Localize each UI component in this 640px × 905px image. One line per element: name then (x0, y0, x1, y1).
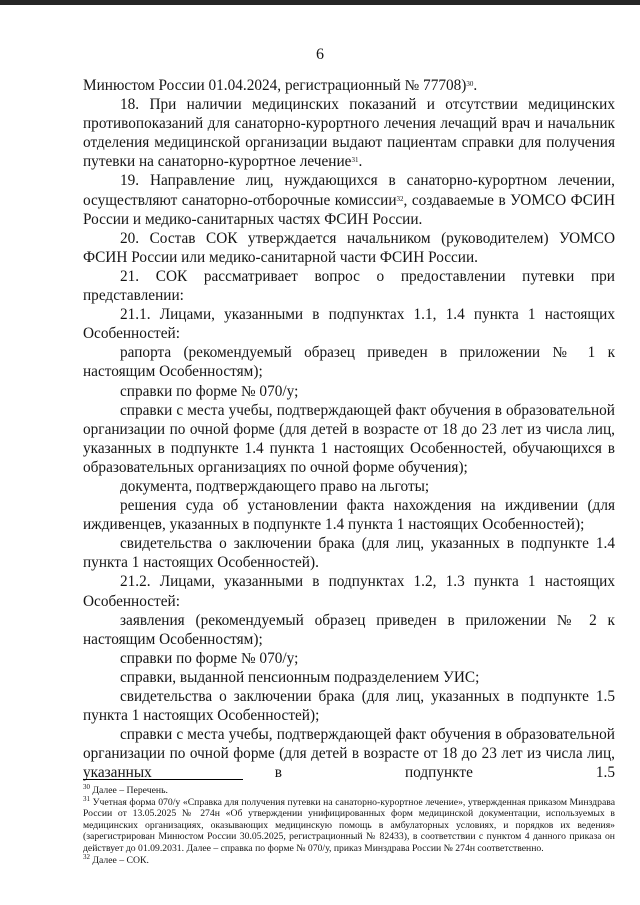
list-item: решения суда об установлении факта нахождения на иждивении (для иждивенцев, указанных в подпункте 1.4 пункта 1 настоящих Особенностей); (83, 497, 615, 534)
footnote-ref[interactable]: 31 (351, 156, 359, 165)
footnote-mark: 31 (83, 794, 90, 803)
paragraph-20: 20. Состав СОК утверждается начальником (руководителем) УОМСО ФСИН России или медико-санитарной части ФСИН России. (83, 229, 615, 266)
footnote-ref[interactable]: 30 (466, 80, 474, 88)
list-item: справки, выданной пенсионным подразделением УИС; (120, 668, 480, 686)
footnote-separator (83, 779, 243, 780)
footnote-mark: 32 (83, 852, 90, 861)
scan-top-edge (0, 0, 640, 5)
paragraph-21-1: 21.1. Лицами, указанными в подпунктах 1.1, 1.4 пункта 1 настоящих Особенностей: (83, 306, 615, 343)
list-item: свидетельства о заключении брака (для лиц, указанных в подпункте 1.4 пункта 1 настоящих Особенностей). (83, 535, 615, 572)
list-item: справки с места учебы, подтверждающей факт обучения в образовательной организации по очной форме (для детей в возрасте от 18 до 23 лет из числа лиц, указанных в подпункте 1.5 (83, 726, 615, 782)
list-item: справки по форме № 070/у; (120, 649, 299, 667)
paragraph-18: 18. При наличии медицинских показаний и отсутствии медицинских противопоказаний для санаторно-курортного лечения лечащий врач и начальник отделения медицинской организации выдают пациентам справки для получения путевки на санаторно-курортное лечение$^{31}$. (83, 96, 615, 171)
list-item: свидетельства о заключении брака (для лиц, указанных в подпункте 1.5 пункта 1 настоящих Особенностей); (83, 688, 615, 725)
footnote: $^{32}$ Далее – СОК. (83, 852, 149, 866)
list-item: справки по форме № 070/у; (120, 382, 299, 400)
list-item: рапорта (рекомендуемый образец приведен в приложении № 1 к настоящим Особенностям); (83, 344, 615, 381)
list-item: документа, подтверждающего право на льготы; (120, 477, 430, 495)
footnote: $^{30}$ Далее – Перечень. (83, 783, 168, 796)
footnotes (83, 785, 615, 866)
footnote-mark: 30 (83, 783, 90, 791)
footnote: $^{31}$ Учетная форма 070/у «Справка для получения путевки на санаторно-курортное лечение», утвержденная приказом Минздрава России от 13.05.2025 № 274н «Об утверждении унифицированных форм медицинской документации, используемых в медицинских организациях, оказывающих медицинскую помощь в амбулаторных условиях, и порядков их ведения» (зарегистрирован Минюстом России 30.05.2025, регистрационный № 82433), в соответствии с пунктом 4 данного приказа он действует до 01.09.2031. Далее – справка по форме № 070/у, приказ Минздрава России № 274н соответственно. (83, 794, 616, 854)
paragraph-19: 19. Направление лиц, нуждающихся в санаторно-курортном лечении, осуществляют санаторно-отборочные комиссии$^{32}$, создаваемые в УОМСО ФСИН России и медико-санитарных частях ФСИН России. (83, 172, 615, 228)
paragraph-21: 21. СОК рассматривает вопрос о предоставлении путевки при представлении: (83, 267, 615, 305)
footnote-ref[interactable]: 32 (396, 194, 404, 203)
paragraph-21-2: 21.2. Лицами, указанными в подпунктах 1.2, 1.3 пункта 1 настоящих Особенностей: (83, 573, 615, 610)
list-item: справки с места учебы, подтверждающей факт обучения в образовательной организации по очной форме (для детей в возрасте от 18 до 23 лет из числа лиц, указанных в подпункте 1.4 пункта 1 настоящих Особенностей, обучающихся в образовательных организациях по очной форме обучения); (83, 401, 615, 476)
list-item: заявления (рекомендуемый образец приведен в приложении № 2 к настоящим Особенностям); (83, 611, 615, 648)
paragraph-continuation: Минюстом России 01.04.2024, регистрационный № 77708)$^{30}$. (83, 77, 478, 94)
page-number: 6 (316, 46, 324, 63)
document-body (83, 76, 615, 782)
